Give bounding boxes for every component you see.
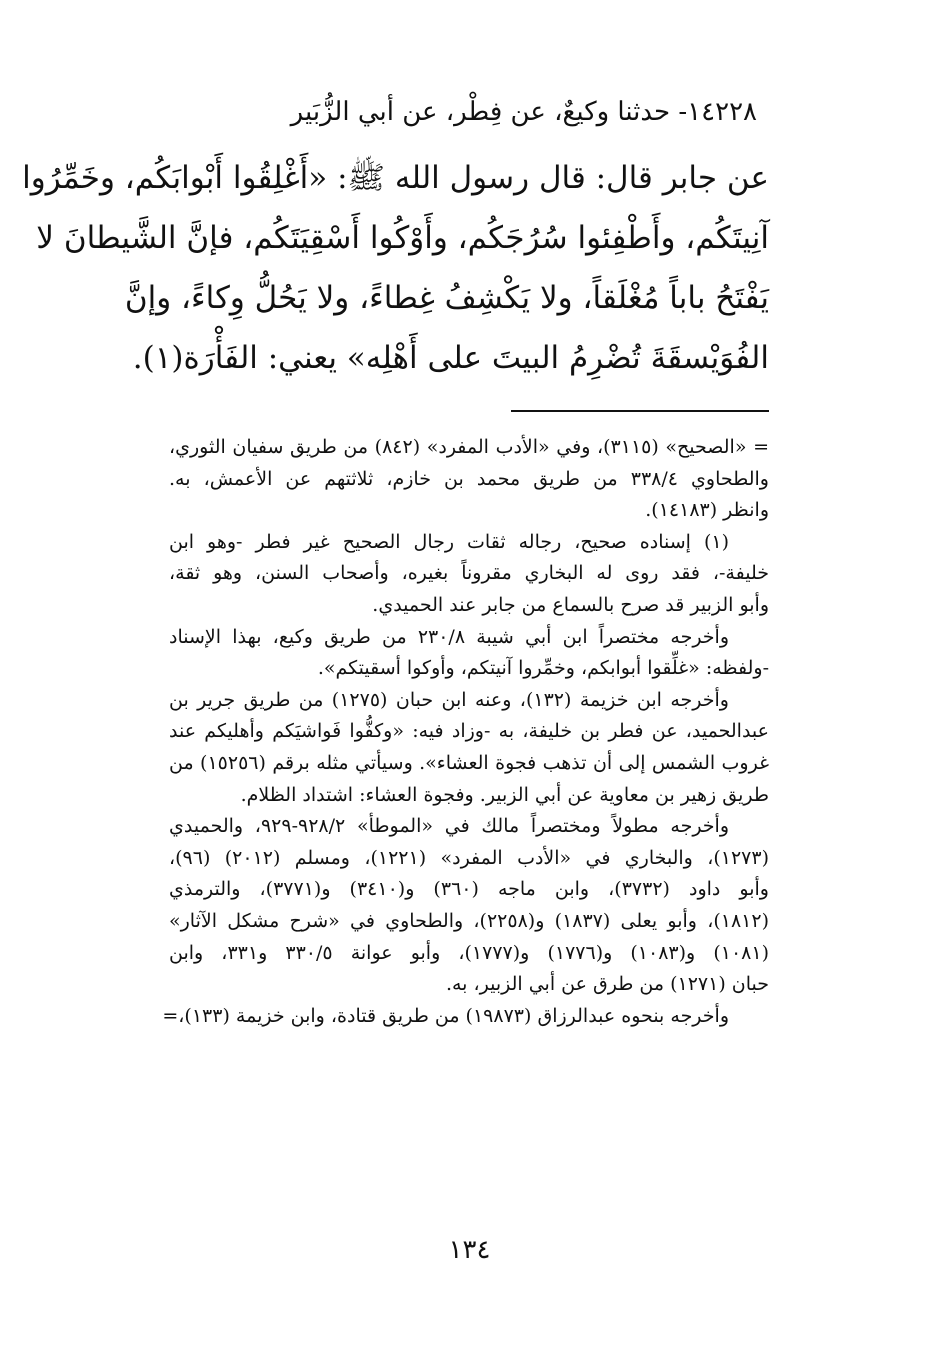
footnote-line: -ولفظه: «غلِّقوا أبوابكم، وخمِّروا آنيتكم، وأوكوا أسقيتكم». [317,657,769,680]
hadith-line: آنِيتَكُم، وأَطْفِئوا سُرُجَكُم، وأَوْكُوا أَسْقِيَتَكُم، فإنَّ الشَّيطانَ لا [36,220,769,256]
hadith-line: الفُوَيْسقَةَ تُضْرِمُ البيتَ على أَهْلِه» يعني: الفَأْرَة(١). [132,340,769,376]
footnote-line: وأبو الزبير قد صرح بالسماع من جابر عند الحميدي. [372,593,769,616]
footnote-line: حبان (١٢٧١) من طرق عن أبي الزبير، به. [445,973,769,996]
footnote-line: وأبو داود (٣٧٣٢)، وابن ماجه (٣٦٠) و(٣٤١٠) و(٣٧٧١)، والترمذي [169,878,769,901]
footnote-line: غروب الشمس إلى أن تذهب فجوة العشاء». وسيأتي مثله برقم (١٥٢٥٦) من [169,751,770,774]
footnote-line: وأخرجه مختصراً ابن أبي شيبة ٢٣٠/٨ من طريق وكيع، بهذا الإسناد [169,625,729,648]
footnote-line: وانظر (١٤١٨٣). [645,499,769,522]
footnote-separator [511,410,769,412]
footnote-line: (١٢٧٣)، والبخاري في «الأدب المفرد» (١٢٢١)، ومسلم (٢٠١٢) (٩٦)، [169,846,769,869]
footnote-line: (١٠٨١) و(١٠٨٣) و(١٧٧٦) و(١٧٧٧)، وأبو عوانة ٣٣٠/٥ و٣٣١، وابن [169,941,769,964]
footnote-line: طريق زهير بن معاوية عن أبي الزبير. وفجوة العشاء: اشتداد الظلام. [240,783,769,806]
hadith-line: عن جابر قال: قال رسول الله ﷺ: «أَغْلِقُوا أَبْوابَكُم، وخَمِّرُوا [22,160,769,196]
hadith-text [22,148,769,388]
footnote-line: وأخرجه مطولاً ومختصراً مالك في «الموطأ» ٩٢٨/٢-٩٢٩، والحميدي [169,815,729,838]
footnotes [162,432,770,1032]
footnote-line: (١٨١٢)، وأبو يعلى (١٨٣٧) و(٢٢٥٨)، والطحاوي في «شرح مشكل الآثار» [169,909,770,932]
footnote-line: خليفة-، فقد روى له البخاري مقروناً بغيره، وأصحاب السنن، وهو ثقة، [169,562,769,585]
hadith-line: يَفْتَحُ باباً مُغْلَقاً، ولا يَكْشِفُ غِطاءً، ولا يَحُلُّ وِكاءً، وإنَّ [124,280,769,316]
footnote-line: = «الصحيح» (٣١١٥)، وفي «الأدب المفرد» (٨٤٢) من طريق سفيان الثوري، [169,436,769,458]
hadith-heading: ١٤٢٢٨- حدثنا وكيعٌ، عن فِطْر، عن أبي الزُّبَير [290,97,757,127]
footnote-line: وأخرجه بنحوه عبدالرزاق (١٩٨٧٣) من طريق قتادة، وابن خزيمة (١٣٣)،= [162,1004,729,1027]
footnote-line: عبدالحميد، عن فطر بن خليفة، به -وزاد فيه: «وكفُّوا فَواشيَكم وأهليكم عند [169,720,769,743]
footnote-line: وأخرجه ابن خزيمة (١٣٢)، وعنه ابن حبان (١٢٧٥) من طريق جرير بن [169,688,729,711]
footnote-line: (١) إسناده صحيح، رجاله ثقات رجال الصحيح غير فطر -وهو ابن [169,530,729,553]
footnote-line: والطحاوي ٣٣٨/٤ من طريق محمد بن خازم، ثلاثتهم عن الأعمش، به. [169,467,769,490]
page-number: ١٣٤ [448,1235,491,1265]
